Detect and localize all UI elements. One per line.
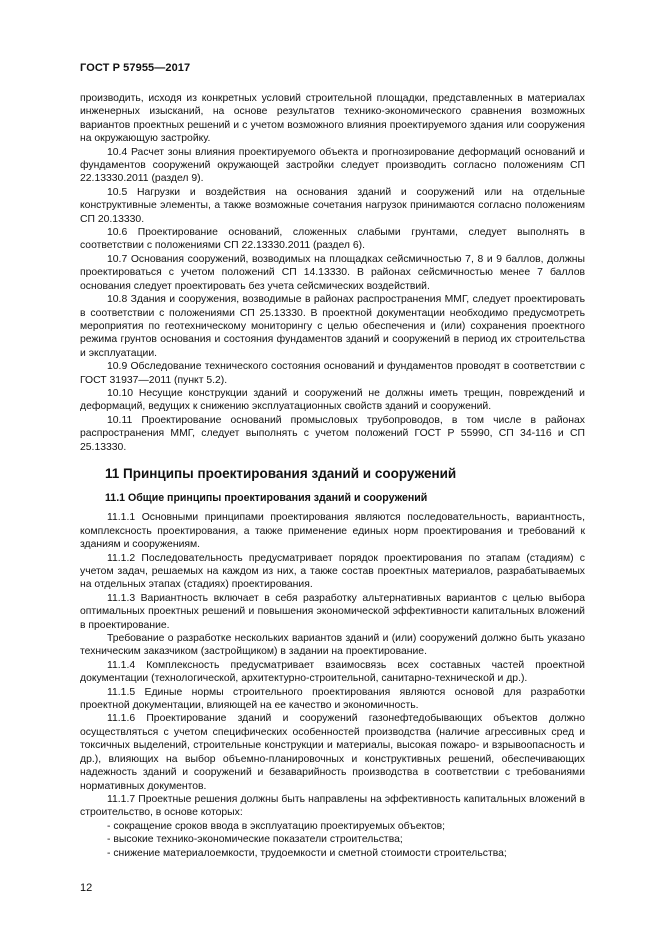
paragraph-10-5: 10.5 Нагрузки и воздействия на основания зданий и сооружений или на отдельные конструктивные элементы, а также возможные сочетания нагрузок принимаются согласно положениям СП 20.13330. [80,186,585,225]
paragraph-11-1-7: 11.1.7 Проектные решения должны быть направлены на эффективность капитальных вложений в строительство, в основе которых: [80,793,585,819]
paragraph-11-1-5: 11.1.5 Единые нормы строительного проектирования являются основой для разработки проектной документации, влияющей на ее качество и экономичность. [80,686,585,712]
paragraph-11-1-4: 11.1.4 Комплексность предусматривает взаимосвязь всех составных частей проектной документации (технологической, архитектурно-строительной, санитарно-технической и др.). [80,659,585,685]
paragraph-11-1-1: 11.1.1 Основными принципами проектирования являются последовательность, вариантность, комплексность проектирования, а также применение единых норм проектирования и требований к зданиям и сооружениям. [80,512,585,551]
paragraph-continued: производить, исходя из конкретных условий строительной площадки, представленных в материалах инженерных изысканий, на основе результатов технико-экономического сравнения возможных вариантов проектных решений и с учетом возможного влияния проектируемого здания или сооружения на окружающую застройку. [80,93,585,145]
paragraph-10-4: 10.4 Расчет зоны влияния проектируемого объекта и прогнозирование деформаций оснований и фундаментов сооружений окружающей застройки следует производить согласно положениям СП 22.13330.2011 (раздел 9). [80,146,585,185]
paragraph-10-9: 10.9 Обследование технического состояния оснований и фундаментов проводят в соответствии с ГОСТ 31937—2011 (пункт 5.2). [80,361,585,386]
paragraph-10-11: 10.11 Проектирование оснований промысловых трубопроводов, в том числе в районах распространения ММГ, следует выполнять с учетом положений ГОСТ Р 55990, СП 34-116 и СП 25.13330. [80,414,585,453]
paragraph-10-6: 10.6 Проектирование оснований, сложенных слабыми грунтами, следует выполнять в соответствии с положениями СП 22.13330.2011 (раздел 6). [80,227,585,252]
document-header: ГОСТ Р 57955—2017 [80,62,191,74]
page-number: 12 [80,882,93,894]
list-item: - сокращение сроков ввода в эксплуатацию проектируемых объектов; [107,820,446,832]
section-11-title: 11 Принципы проектирования зданий и сооружений [105,465,457,481]
subsection-11-1-title: 11.1 Общие принципы проектирования зданий и сооружений [105,491,428,504]
efficiency-list [80,820,585,860]
paragraph-11-1-3-b: Требование о разработке нескольких вариантов зданий и (или) сооружений должно быть указано техническим заказчиком (застройщиком) в задании на проектирование. [80,633,585,658]
paragraph-11-1-6: 11.1.6 Проектирование зданий и сооружений газонефтедобывающих объектов должно осуществляться с учетом специфических особенностей производства (наличие агрессивных сред и токсичных выделений, строительные конструкции и материалы, высокая пожаро- и взрывоопасность и др.), влияющих на выбор объемно-планировочных и конструктивных решений, обеспечивающих надежность зданий и сооружений и безаварийность производства в соответствии с требованиями нормативных документов. [80,713,585,792]
paragraph-10-7: 10.7 Основания сооружений, возводимых на площадках сейсмичностью 7, 8 и 9 баллов, должны проектироваться с учетом положений СП 14.13330. В районах сейсмичностью менее 7 баллов основания следует проектировать без учета сейсмических воздействий. [80,253,585,292]
paragraph-11-1-3: 11.1.3 Вариантность включает в себя разработку альтернативных вариантов с целью выбора оптимальных проектных решений и повышения экономической эффективности капитальных вложений в проектирование. [80,592,585,631]
list-item: - высокие технико-экономические показатели строительства; [107,834,403,846]
document-body [80,92,585,860]
paragraph-10-8: 10.8 Здания и сооружения, возводимые в районах распространения ММГ, следует проектировать в соответствии с положениями СП 25.13330. В проектной документации необходимо предусмотреть мероприятия по геотехническому мониторингу с целью обеспечения и (или) сохранения проектного режима грунтов основания и состояния фундаментов зданий и сооружений в период их строительства и эксплуатации. [80,294,585,359]
paragraph-11-1-2: 11.1.2 Последовательность предусматривает порядок проектирования по этапам (стадиям) с учетом задач, решаемых на каждом из них, а также состав проектных материалов, разрабатываемых на отдельных этапах (стадиях) проектирования. [80,552,585,591]
list-item: - снижение материалоемкости, трудоемкости и сметной стоимости строительства; [107,847,507,859]
paragraph-10-10: 10.10 Несущие конструкции зданий и сооружений не должны иметь трещин, повреждений и деформаций, ведущих к снижению эксплуатационных свойств зданий и сооружений. [80,387,585,413]
